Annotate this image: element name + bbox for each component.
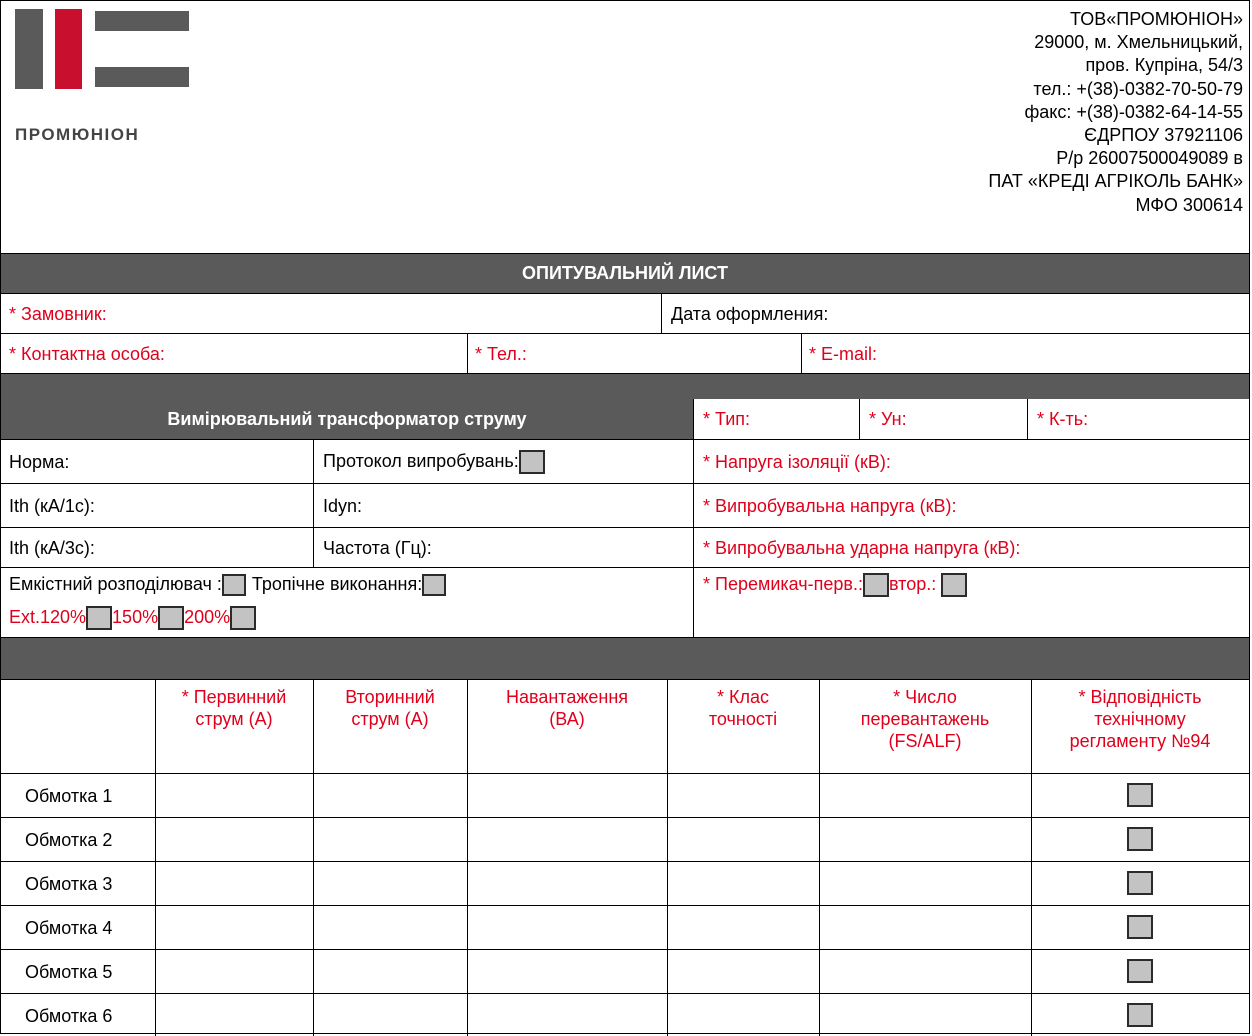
logo-text: ПРОМЮНІОН <box>15 125 140 144</box>
divider <box>661 294 662 334</box>
header-line: * Відповідність <box>1078 687 1202 707</box>
company-line: МФО 300614 <box>1135 194 1243 215</box>
table-bar <box>1 637 1249 679</box>
p150-label: 150% <box>112 607 159 627</box>
divider <box>467 334 468 374</box>
tropical-checkbox[interactable] <box>422 574 446 596</box>
header-overload-number <box>819 686 1031 752</box>
header-regulation-compliance <box>1031 686 1249 752</box>
company-info <box>988 8 1243 217</box>
type-label: * Тип: <box>703 409 751 429</box>
p200-checkbox[interactable] <box>230 606 256 630</box>
divider <box>313 440 314 484</box>
ith3-label: Ith (кА/3с): <box>9 538 95 558</box>
idyn-label: Idyn: <box>323 496 363 516</box>
customer-row <box>1 293 1249 333</box>
compliance-checkbox[interactable] <box>1127 871 1153 895</box>
transformer-title-cell <box>1 399 693 439</box>
customer-label: * Замовник: <box>9 304 107 324</box>
header-line: точності <box>708 709 778 729</box>
p150-checkbox[interactable] <box>158 606 184 630</box>
switch-sec-checkbox[interactable] <box>941 573 967 597</box>
winding-label: Обмотка 2 <box>25 830 113 850</box>
compliance-checkbox[interactable] <box>1127 783 1153 807</box>
norm-row <box>1 439 1249 483</box>
ith1-row <box>1 483 1249 527</box>
qty-label: * К-ть: <box>1037 409 1089 429</box>
header-line: Вторинний <box>345 687 435 707</box>
un-label: * Ун: <box>869 409 907 429</box>
frequency-label: Частота (Гц): <box>323 538 432 558</box>
test-voltage-label: * Випробувальна напруга (кВ): <box>703 496 957 516</box>
company-line: 29000, м. Хмельницький, <box>1034 32 1243 53</box>
type-row <box>693 399 1249 439</box>
header-line: струм (А) <box>195 709 273 729</box>
ext-label: Ext.120% <box>9 607 87 627</box>
form-title-bar <box>1 253 1249 293</box>
options-row <box>1 567 1249 637</box>
date-label: Дата оформления: <box>671 304 829 324</box>
company-line: Р/р 26007500049089 в <box>1056 148 1243 169</box>
winding-label: Обмотка 5 <box>25 962 113 982</box>
header-line: (FS/ALF) <box>888 731 962 751</box>
switch-field <box>703 573 967 597</box>
divider <box>693 568 694 638</box>
switch-prim-label: * Перемикач-перв.: <box>703 574 863 594</box>
divider <box>693 484 694 528</box>
protocol-field <box>323 450 545 474</box>
header-line: * Клас <box>716 687 769 707</box>
winding-label: Обмотка 6 <box>25 1006 113 1026</box>
compliance-checkbox[interactable] <box>1127 827 1153 851</box>
transformer-title: Вимірювальний трансформатор струму <box>167 409 527 429</box>
table-row <box>1 817 1249 861</box>
table-row <box>1 861 1249 905</box>
divider <box>693 440 694 484</box>
table-row <box>1 773 1249 817</box>
divider <box>1027 399 1028 439</box>
table-row <box>1 993 1249 1036</box>
form-title: ОПИТУВАЛЬНИЙ ЛИСТ <box>522 263 728 283</box>
divider <box>859 399 860 439</box>
options-line-2 <box>9 606 256 630</box>
company-line: ПАТ «КРЕДІ АГРІКОЛЬ БАНК» <box>988 171 1243 192</box>
p200-label: 200% <box>184 607 231 627</box>
header-line: струм (А) <box>351 709 429 729</box>
capacitive-checkbox[interactable] <box>222 574 246 596</box>
options-line-1 <box>9 573 446 596</box>
header-line: перевантажень <box>860 709 990 729</box>
header-line: Навантаження <box>505 687 629 707</box>
impulse-voltage-label: * Випробувальна ударна напруга (кВ): <box>703 538 1021 558</box>
header-primary-current <box>155 686 313 730</box>
table-row <box>1 949 1249 993</box>
company-line: факс: +(38)-0382-64-14-55 <box>1024 101 1243 122</box>
ith1-label: Ith (кА/1с): <box>9 496 95 516</box>
company-line: ЄДРПОУ 37921106 <box>1084 125 1243 146</box>
header-line: * Первинний <box>181 687 287 707</box>
header-accuracy-class <box>667 686 819 730</box>
divider <box>693 399 694 439</box>
compliance-checkbox[interactable] <box>1127 1003 1153 1027</box>
company-line: тел.: +(38)-0382-70-50-79 <box>1033 78 1243 99</box>
logo-bar-left <box>15 9 43 89</box>
winding-table <box>1 679 1249 1035</box>
compliance-checkbox[interactable] <box>1127 959 1153 983</box>
section-bar <box>1 373 1249 399</box>
capacitive-label: Емкістний розподілювач : <box>9 574 222 594</box>
insulation-label: * Напруга ізоляції (кВ): <box>703 452 891 472</box>
protocol-checkbox[interactable] <box>519 450 545 474</box>
table-row <box>1 905 1249 949</box>
winding-label: Обмотка 4 <box>25 918 113 938</box>
protocol-label: Протокол випробувань: <box>323 451 519 471</box>
divider <box>801 334 802 374</box>
ext120-checkbox[interactable] <box>86 606 112 630</box>
company-logo <box>15 9 195 144</box>
ith3-row <box>1 527 1249 567</box>
email-label: * E-mail: <box>809 344 878 364</box>
header-line: (ВА) <box>549 709 585 729</box>
header-secondary-current <box>313 686 467 730</box>
header-load <box>467 686 667 730</box>
contact-label: * Контактна особа: <box>9 344 165 364</box>
logo-bar-top <box>95 11 189 31</box>
company-line: ТОВ«ПРОМЮНІОН» <box>1070 9 1243 29</box>
divider <box>313 484 314 528</box>
switch-sec-label: втор.: <box>889 574 937 594</box>
contact-row <box>1 333 1249 373</box>
logo-bar-red <box>55 9 82 89</box>
logo-bar-bottom <box>95 67 189 87</box>
phone-label: * Тел.: <box>475 344 527 364</box>
norm-label: Норма: <box>9 452 70 472</box>
tropical-label: Тропічне виконання: <box>251 574 423 594</box>
winding-label: Обмотка 3 <box>25 874 113 894</box>
divider <box>693 528 694 568</box>
compliance-checkbox[interactable] <box>1127 915 1153 939</box>
header-line: регламенту №94 <box>1069 731 1211 751</box>
header-line: * Число <box>893 687 957 707</box>
header-line: технічному <box>1094 709 1186 729</box>
winding-label: Обмотка 1 <box>25 786 113 806</box>
switch-prim-checkbox[interactable] <box>863 573 889 597</box>
divider <box>313 528 314 568</box>
company-line: пров. Купріна, 54/3 <box>1085 55 1243 76</box>
